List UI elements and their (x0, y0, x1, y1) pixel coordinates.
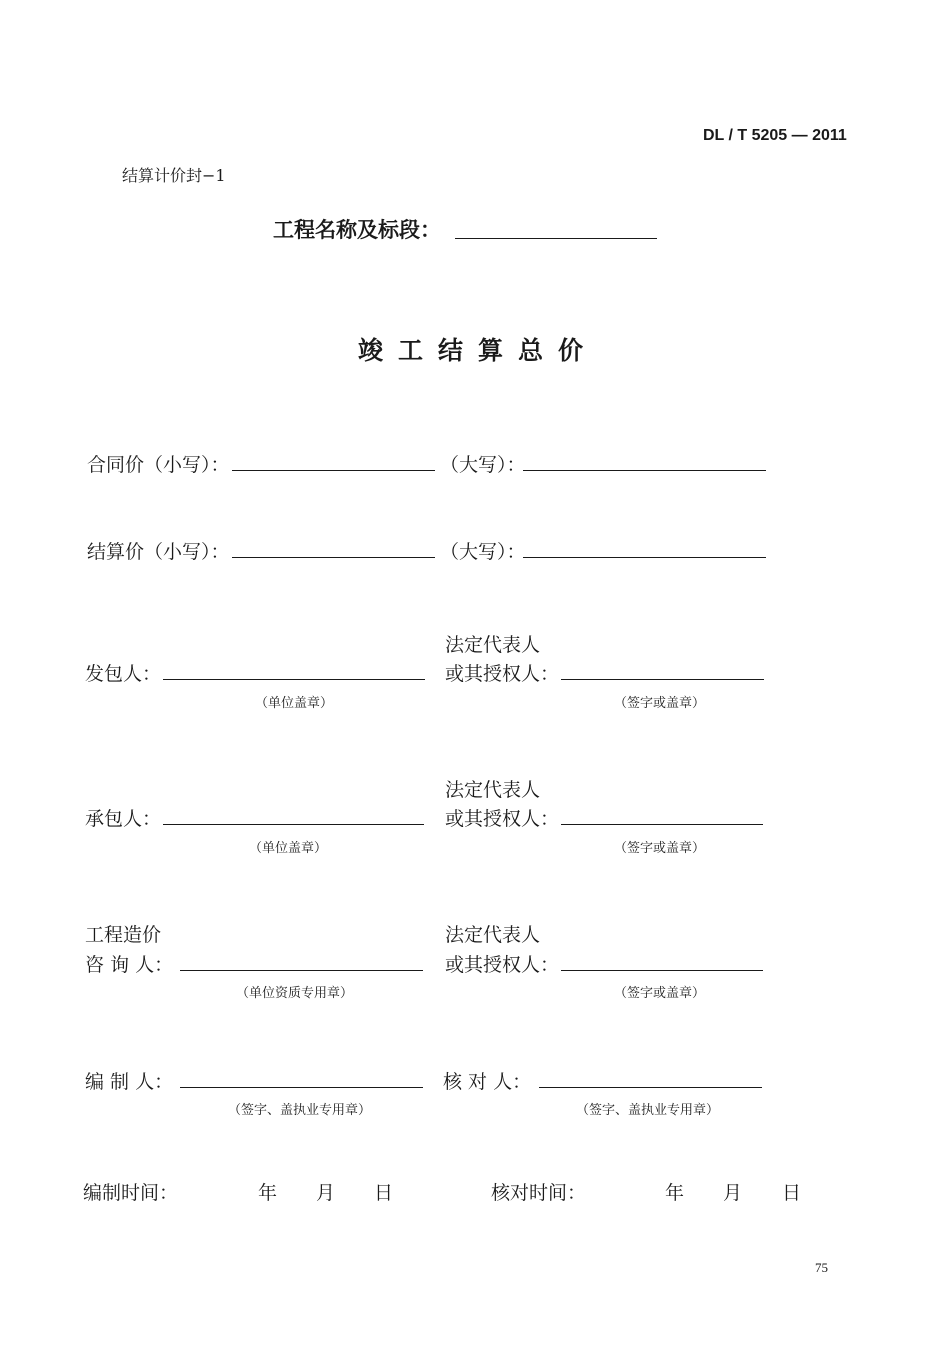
reviewer-field[interactable] (539, 1087, 762, 1088)
project-name-field[interactable] (455, 238, 657, 239)
consultant-seal-note: （单位资质专用章） (236, 986, 354, 1001)
compile-time-label: 编制时间： (83, 1182, 179, 1204)
consultant-legal-rep-field[interactable] (561, 970, 763, 971)
standard-code: DL / T 5205 — 2011 (703, 127, 847, 144)
project-name-label: 工程名称及标段： (273, 217, 441, 242)
contract-price-figures-field[interactable] (232, 470, 435, 471)
contractor-field[interactable] (163, 824, 424, 825)
employer-legal-rep-note: （签字或盖章） (614, 696, 706, 711)
compiler-field[interactable] (180, 1087, 423, 1088)
employer-legal-rep-field[interactable] (561, 679, 764, 680)
contractor-legal-rep-label-1: 法定代表人 (445, 779, 541, 801)
form-code: 结算计价封−1 (122, 166, 226, 185)
review-year-label: 年 (665, 1182, 685, 1204)
compile-year-label: 年 (258, 1182, 278, 1204)
contractor-legal-rep-field[interactable] (561, 824, 763, 825)
page-title: 竣工结算总价 (358, 336, 599, 365)
consultant-label-1: 工程造价 (85, 924, 162, 946)
compiler-label: 编 制 人： (85, 1071, 174, 1093)
reviewer-seal-note: （签字、盖执业专用章） (576, 1103, 720, 1118)
consultant-legal-rep-label-1: 法定代表人 (445, 924, 541, 946)
consultant-legal-rep-label-2: 或其授权人： (445, 954, 560, 976)
contractor-legal-rep-label-2: 或其授权人： (445, 808, 560, 830)
contractor-seal-note: （单位盖章） (249, 841, 328, 856)
employer-seal-note: （单位盖章） (255, 696, 334, 711)
settlement-price-figures-field[interactable] (232, 557, 435, 558)
contract-price-capital-label: （大写）： (440, 454, 526, 476)
consultant-field[interactable] (180, 970, 423, 971)
settlement-price-label: 结算价（小写）： (87, 541, 230, 563)
employer-label: 发包人： (85, 663, 162, 685)
consultant-legal-rep-note: （签字或盖章） (614, 986, 706, 1001)
employer-field[interactable] (163, 679, 425, 680)
employer-legal-rep-label-1: 法定代表人 (445, 634, 541, 656)
review-month-label: 月 (723, 1182, 743, 1204)
contractor-legal-rep-note: （签字或盖章） (614, 841, 706, 856)
page-number: 75 (815, 1260, 828, 1275)
review-day-label: 日 (782, 1182, 802, 1204)
review-time-label: 核对时间： (491, 1182, 587, 1204)
reviewer-label: 核 对 人： (443, 1071, 532, 1093)
settlement-price-capital-field[interactable] (523, 557, 766, 558)
consultant-label-2: 咨 询 人： (85, 954, 174, 976)
compile-month-label: 月 (316, 1182, 336, 1204)
employer-legal-rep-label-2: 或其授权人： (445, 663, 560, 685)
contractor-label: 承包人： (85, 808, 162, 830)
compile-day-label: 日 (374, 1182, 394, 1204)
compiler-seal-note: （签字、盖执业专用章） (228, 1103, 372, 1118)
contract-price-label: 合同价（小写）： (87, 454, 230, 476)
settlement-price-capital-label: （大写）： (440, 541, 526, 563)
contract-price-capital-field[interactable] (523, 470, 766, 471)
